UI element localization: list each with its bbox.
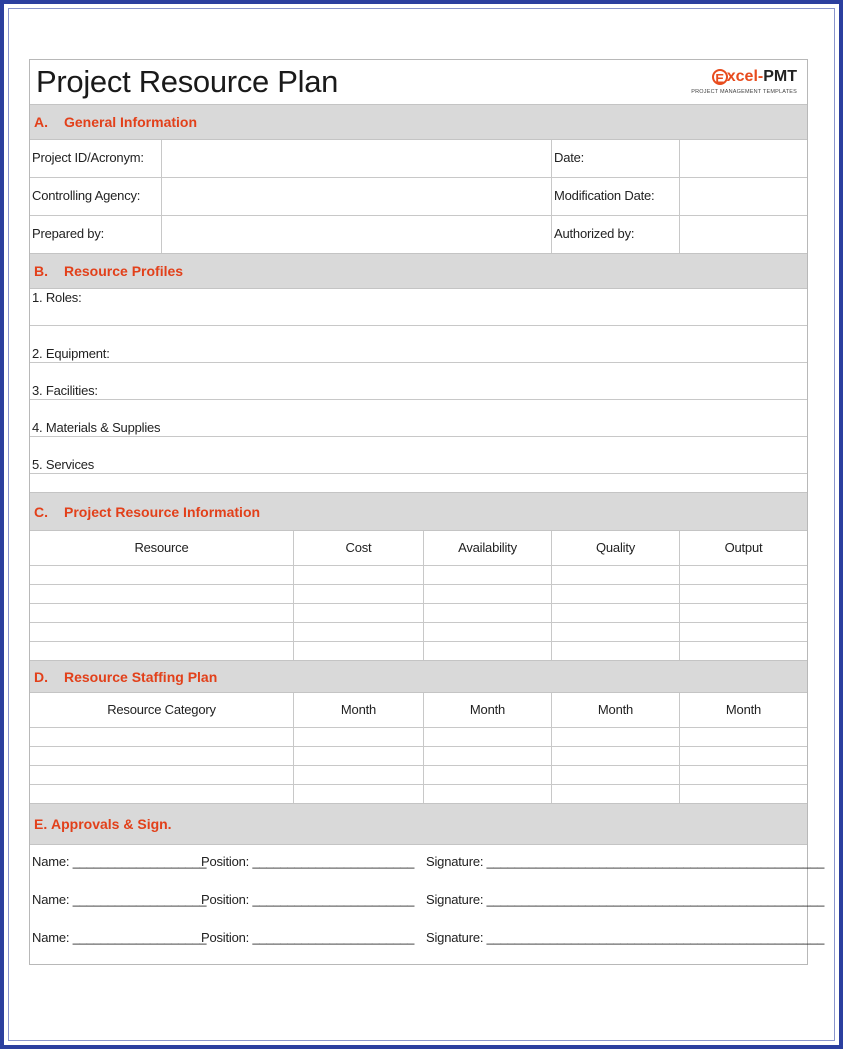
logo-name-a: xcel- bbox=[726, 68, 764, 85]
section-e-letter: E. bbox=[34, 816, 48, 832]
roles-label: 1. Roles: bbox=[32, 290, 82, 305]
approval-signature-3[interactable]: Signature: ________________________________________________ bbox=[426, 930, 825, 945]
col-month-4-header: Month bbox=[725, 702, 762, 717]
col-availability-header: Availability bbox=[458, 540, 517, 555]
section-a-letter: A. bbox=[34, 114, 48, 130]
col-output-header: Output bbox=[724, 540, 763, 555]
approval-position-2[interactable]: Position: _______________________ bbox=[201, 892, 415, 907]
section-d-title: Resource Staffing Plan bbox=[64, 669, 218, 685]
logo-mark-icon: E bbox=[712, 69, 728, 85]
section-a-header bbox=[30, 104, 807, 140]
col-month-3-header: Month bbox=[597, 702, 634, 717]
project-id-label: Project ID/Acronym: bbox=[32, 150, 144, 165]
section-c-header bbox=[30, 492, 807, 531]
date-label: Date: bbox=[554, 150, 585, 165]
section-d-header bbox=[30, 660, 807, 693]
section-b-letter: B. bbox=[34, 263, 48, 279]
approval-name-3[interactable]: Name: ___________________ bbox=[32, 930, 207, 945]
controlling-agency-label: Controlling Agency: bbox=[32, 188, 141, 203]
section-b-title: Resource Profiles bbox=[64, 263, 184, 279]
approval-name-2[interactable]: Name: ___________________ bbox=[32, 892, 207, 907]
logo-name-b: PMT bbox=[763, 68, 797, 85]
approval-position-3[interactable]: Position: _______________________ bbox=[201, 930, 415, 945]
document-sheet bbox=[29, 59, 825, 965]
authorized-by-label: Authorized by: bbox=[554, 226, 635, 241]
approval-name-1[interactable]: Name: ___________________ bbox=[32, 854, 207, 869]
approval-signature-2[interactable]: Signature: ________________________________________________ bbox=[426, 892, 825, 907]
col-resource-category-header: Resource Category bbox=[107, 702, 216, 717]
services-label: 5. Services bbox=[32, 457, 95, 472]
col-month-2-header: Month bbox=[469, 702, 506, 717]
section-a-title: General Information bbox=[64, 114, 198, 130]
section-c-letter: C. bbox=[34, 504, 48, 520]
section-e-header bbox=[30, 803, 807, 845]
col-resource-header: Resource bbox=[134, 540, 189, 555]
col-cost-header: Cost bbox=[345, 540, 372, 555]
section-b-header bbox=[30, 253, 807, 289]
logo-tagline: PROJECT MANAGEMENT TEMPLATES bbox=[691, 89, 797, 95]
section-c-title: Project Resource Information bbox=[64, 504, 261, 520]
equipment-label: 2. Equipment: bbox=[32, 346, 110, 361]
page-title: Project Resource Plan bbox=[36, 64, 339, 99]
approval-position-1[interactable]: Position: _______________________ bbox=[201, 854, 415, 869]
col-month-1-header: Month bbox=[340, 702, 377, 717]
section-d-letter: D. bbox=[34, 669, 48, 685]
col-quality-header: Quality bbox=[595, 540, 636, 555]
brand-logo bbox=[693, 67, 797, 101]
section-e-title: Approvals & Sign. bbox=[51, 816, 172, 832]
approval-signature-1[interactable]: Signature: ________________________________________________ bbox=[426, 854, 825, 869]
modification-date-label: Modification Date: bbox=[554, 188, 655, 203]
facilities-label: 3. Facilities: bbox=[32, 383, 98, 398]
materials-supplies-label: 4. Materials & Supplies bbox=[32, 420, 161, 435]
prepared-by-label: Prepared by: bbox=[32, 226, 105, 241]
